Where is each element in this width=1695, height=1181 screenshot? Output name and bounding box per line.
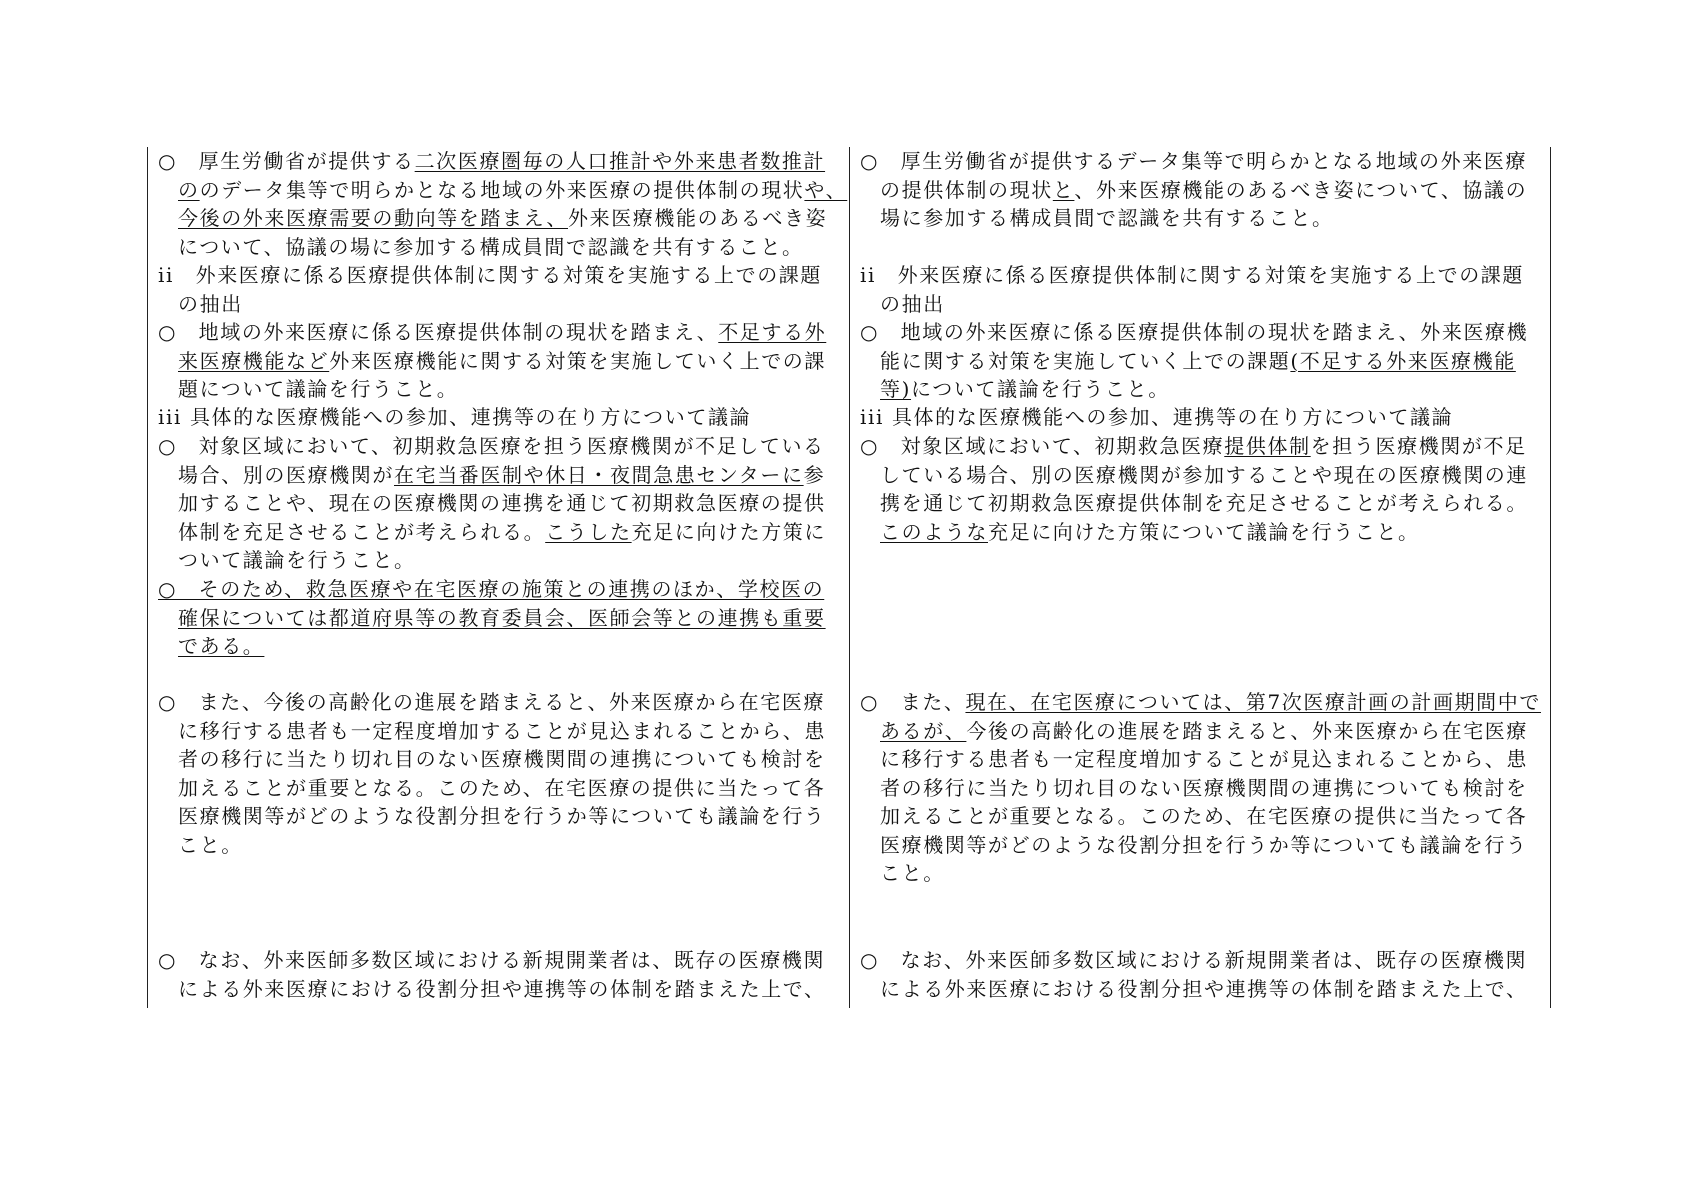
underlined-text: 等) xyxy=(880,377,912,401)
text-span: ○ また、 xyxy=(860,690,966,714)
text-span: ○ 対象区域において、初期救急医療を担う医療機関が不足している xyxy=(158,434,825,458)
text-line xyxy=(158,461,848,490)
text-span: 加えることが重要となる。このため、在宅医療の提供に当たって各 xyxy=(880,804,1528,828)
underlined-text: 来医療機能など xyxy=(178,348,330,373)
text-line xyxy=(158,802,848,831)
text-line xyxy=(860,518,1550,547)
text-span: 外来医療機能のあるべき姿 xyxy=(568,206,828,230)
text-line xyxy=(158,717,848,746)
text-line xyxy=(158,176,848,205)
text-line xyxy=(860,802,1550,831)
text-line xyxy=(158,975,848,1004)
underlined-text: 二次医療圏毎の人口推計や外来患者数推計 xyxy=(414,149,826,173)
left-block-4 xyxy=(158,403,848,432)
text-line xyxy=(158,347,848,376)
text-span: ○ なお、外来医師多数区域における新規開業者は、既存の医療機関 xyxy=(860,948,1528,972)
text-line xyxy=(158,546,848,575)
text-span: 充足に向けた方策に xyxy=(631,519,827,544)
text-span: について、協議の場に参加する構成員間で認識を共有すること。 xyxy=(178,234,804,259)
right-block-3 xyxy=(860,318,1550,404)
text-line xyxy=(158,575,848,604)
text-line xyxy=(158,375,848,404)
right-block-1 xyxy=(860,147,1550,233)
text-span: の抽出 xyxy=(880,291,945,316)
left-block-5 xyxy=(158,432,848,575)
underlined-text: (不足する外来医療機能 xyxy=(1290,348,1516,373)
underlined-text: こうした xyxy=(545,519,632,544)
text-line xyxy=(860,403,1550,432)
text-span: ○ また、今後の高齢化の進展を踏まえると、外来医療から在宅医療 xyxy=(158,690,826,714)
text-line xyxy=(158,147,848,176)
text-line xyxy=(860,461,1550,490)
left-block-1 xyxy=(158,147,848,261)
text-line xyxy=(860,745,1550,774)
text-line xyxy=(860,375,1550,404)
underlined-text: このような xyxy=(880,519,988,544)
text-span: 、外来医療機能のあるべき姿について、協議の xyxy=(1074,177,1528,202)
underlined-text: である。 xyxy=(178,634,265,658)
text-line xyxy=(158,688,848,717)
text-span: について議論を行うこと。 xyxy=(911,377,1170,401)
underlined-text: 不足する外 xyxy=(718,320,827,344)
text-line xyxy=(158,632,848,661)
text-span: ii 外来医療に係る医療提供体制に関する対策を実施する上での課題 xyxy=(860,263,1524,287)
text-span: を担う医療機関が不足 xyxy=(1310,434,1527,458)
text-line xyxy=(860,975,1550,1004)
text-span: 参 xyxy=(803,462,826,487)
text-span: 者の移行に当たり切れ目のない医療機関間の連携についても検討を xyxy=(880,775,1528,800)
text-span: ○ 地域の外来医療に係る医療提供体制の現状を踏まえ、外来医療機 xyxy=(860,320,1529,344)
text-span: のデータ集等で明らかとなる地域の外来医療の提供体制の現状 xyxy=(199,177,805,202)
text-line xyxy=(158,831,848,860)
text-span: 充足に向けた方策について議論を行うこと。 xyxy=(988,519,1420,544)
right-block-4 xyxy=(860,403,1550,432)
text-span: している場合、別の医療機関が参加することや現在の医療機関の連 xyxy=(880,462,1528,487)
text-span: 場に参加する構成員間で認識を共有すること。 xyxy=(880,206,1334,230)
text-span: ○ 厚生労働省が提供する xyxy=(158,149,415,173)
left-block-7 xyxy=(158,688,848,859)
column-divider xyxy=(849,147,850,1008)
underlined-text: の xyxy=(178,177,200,202)
text-span: 場合、別の医療機関が xyxy=(178,462,394,487)
text-line xyxy=(158,233,848,262)
left-block-8 xyxy=(158,946,848,1003)
text-line xyxy=(860,176,1550,205)
text-span: に移行する患者も一定程度増加することが見込まれることから、患 xyxy=(178,718,826,743)
text-span: こと。 xyxy=(178,832,243,857)
text-line xyxy=(860,318,1550,347)
text-span: 今後の高齢化の進展を踏まえると、外来医療から在宅医療 xyxy=(966,718,1529,743)
left-block-6 xyxy=(158,575,848,661)
text-span: の抽出 xyxy=(178,291,243,316)
text-line xyxy=(860,774,1550,803)
text-span: 題について議論を行うこと。 xyxy=(178,377,459,401)
text-span: こと。 xyxy=(880,861,945,885)
text-line xyxy=(860,347,1550,376)
underlined-text: と xyxy=(1052,177,1075,202)
text-line xyxy=(860,688,1550,717)
text-line xyxy=(158,318,848,347)
text-span: による外来医療における役割分担や連携等の体制を踏まえた上で、 xyxy=(880,976,1528,1001)
text-line xyxy=(158,403,848,432)
text-line xyxy=(860,859,1550,888)
text-line xyxy=(158,774,848,803)
text-span: の提供体制の現状 xyxy=(880,177,1053,202)
text-span: iii 具体的な医療機能への参加、連携等の在り方について議論 xyxy=(860,405,1454,429)
text-line xyxy=(860,432,1550,461)
text-line xyxy=(860,946,1550,975)
underlined-text: 在宅当番医制や休日・夜間急患センターに xyxy=(394,462,804,487)
right-block-8 xyxy=(860,946,1550,1003)
underlined-text: あるが、 xyxy=(880,718,967,743)
text-line xyxy=(860,489,1550,518)
text-span: 携を通じて初期救急医療提供体制を充足させることが考えられる。 xyxy=(880,491,1528,515)
text-span: ○ 対象区域において、初期救急医療 xyxy=(860,434,1225,458)
text-line xyxy=(158,604,848,633)
text-line xyxy=(158,946,848,975)
text-line xyxy=(860,261,1550,290)
right-block-7 xyxy=(860,688,1550,888)
text-span: 能に関する対策を実施していく上での課題 xyxy=(880,348,1291,373)
text-line xyxy=(860,290,1550,319)
left-block-2 xyxy=(158,261,848,318)
text-span: ○ 厚生労働省が提供するデータ集等で明らかとなる地域の外来医療 xyxy=(860,149,1528,173)
underlined-text: ○ そのため、救急医療や在宅医療の施策との連携のほか、学校医の xyxy=(158,577,825,601)
text-span: ii 外来医療に係る医療提供体制に関する対策を実施する上での課題 xyxy=(158,263,822,287)
text-span: による外来医療における役割分担や連携等の体制を踏まえた上で、 xyxy=(178,976,826,1001)
text-line xyxy=(158,204,848,233)
underlined-text: 現在、在宅医療については、第7次医療計画の計画期間中で xyxy=(965,690,1541,714)
text-line xyxy=(158,261,848,290)
text-span: に移行する患者も一定程度増加することが見込まれることから、患 xyxy=(880,747,1528,771)
comparison-table xyxy=(147,147,1551,1008)
right-block-2 xyxy=(860,261,1550,318)
text-span: 加することや、現在の医療機関の連携を通じて初期救急医療の提供 xyxy=(178,491,826,515)
text-span: 者の移行に当たり切れ目のない医療機関間の連携についても検討を xyxy=(178,747,826,771)
text-span: ○ なお、外来医師多数区域における新規開業者は、既存の医療機関 xyxy=(158,948,826,972)
text-span: iii 具体的な医療機能への参加、連携等の在り方について議論 xyxy=(158,405,752,429)
text-span: 医療機関等がどのような役割分担を行うか等についても議論を行う xyxy=(178,804,826,828)
underlined-text: 確保については都道府県等の教育委員会、医師会等との連携も重要 xyxy=(178,605,826,630)
text-line xyxy=(860,204,1550,233)
text-line xyxy=(158,432,848,461)
text-line xyxy=(860,147,1550,176)
underlined-text: 今後の外来医療需要の動向等を踏まえ、 xyxy=(178,206,568,230)
right-block-5 xyxy=(860,432,1550,546)
underlined-text: 提供体制 xyxy=(1224,434,1311,458)
text-line xyxy=(158,518,848,547)
text-line xyxy=(158,745,848,774)
text-line xyxy=(860,831,1550,860)
text-span: 加えることが重要となる。このため、在宅医療の提供に当たって各 xyxy=(178,775,826,800)
underlined-text: や、 xyxy=(804,177,848,202)
text-line xyxy=(158,489,848,518)
text-line xyxy=(860,717,1550,746)
text-span: 外来医療機能に関する対策を実施していく上での課 xyxy=(329,348,827,373)
left-block-3 xyxy=(158,318,848,404)
text-line xyxy=(158,290,848,319)
text-span: ○ 地域の外来医療に係る医療提供体制の現状を踏まえ、 xyxy=(158,320,719,344)
text-span: ついて議論を行うこと。 xyxy=(178,548,416,572)
text-span: 体制を充足させることが考えられる。 xyxy=(178,519,546,544)
text-span: 医療機関等がどのような役割分担を行うか等についても議論を行う xyxy=(880,832,1528,857)
